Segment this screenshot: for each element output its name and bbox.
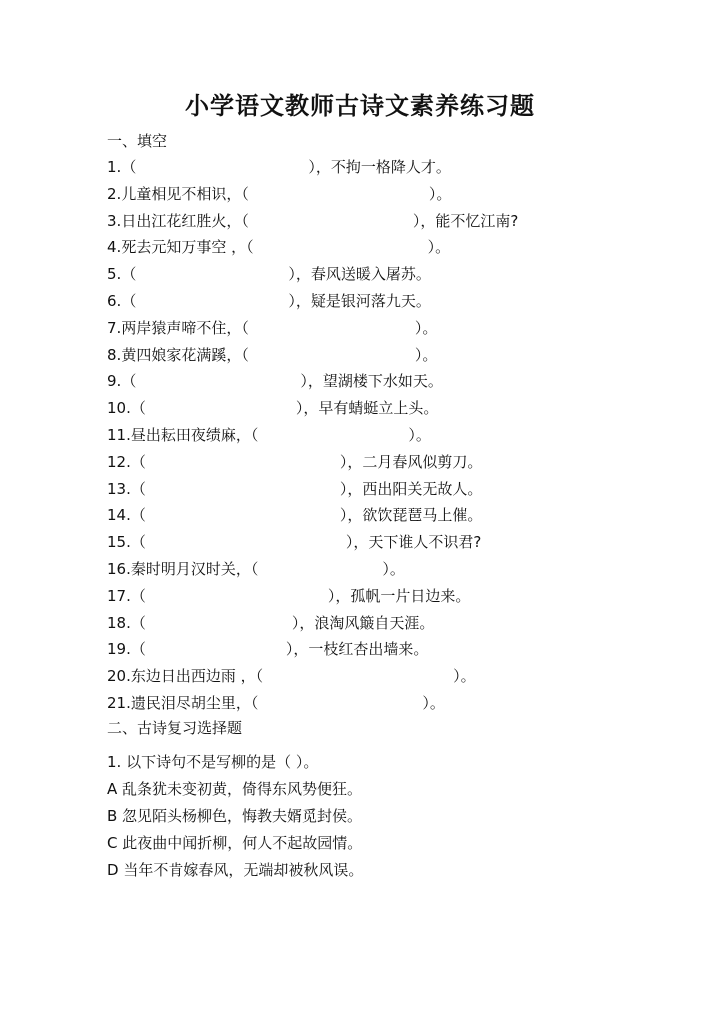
fill-item-prefix: （	[130, 587, 146, 605]
fill-item-prefix: 昼出耘田夜绩麻，（	[130, 426, 259, 444]
fill-item	[107, 479, 482, 499]
fill-item	[107, 237, 450, 257]
option-b: B 忽见陌头杨柳色，悔教夫婿觅封侯。	[107, 807, 363, 825]
fill-item-number: 1.	[107, 158, 122, 176]
fill-item-prefix: 日出江花红胜火，（	[121, 212, 249, 230]
fill-item-suffix: ），浪淘风簸自天涯。	[291, 614, 435, 632]
fill-item	[107, 532, 481, 552]
fill-item-suffix: ），孤帆一片日边来。	[327, 587, 471, 605]
fill-item-number: 2.	[107, 185, 122, 203]
fill-item-prefix: 儿童相见不相识，（	[121, 185, 249, 203]
fill-item-number: 20.	[107, 667, 131, 685]
fill-item-suffix: ）。	[422, 694, 445, 712]
fill-item-suffix: ），疑是银河落九天。	[288, 292, 431, 310]
fill-item-suffix: ），一枝红杏出墙来。	[285, 640, 429, 658]
fill-item-prefix: 死去元知万事空 ，（	[121, 238, 254, 256]
fill-item-prefix: （	[130, 533, 146, 551]
fill-item	[107, 398, 438, 418]
fill-item-number: 8.	[107, 346, 122, 364]
fill-item-number: 17.	[107, 587, 131, 605]
fill-item	[107, 586, 470, 606]
fill-item-number: 4.	[107, 238, 122, 256]
fill-item-number: 18.	[107, 614, 131, 632]
option-a: A 乱条犹未变初黄，倚得东风势便狂。	[107, 780, 363, 798]
choice-question: 1. 以下诗句不是写柳的是（ ）。	[107, 753, 319, 771]
fill-item-prefix: 遗民泪尽胡尘里，（	[130, 694, 259, 712]
fill-item-prefix: （	[121, 158, 137, 176]
fill-item-number: 3.	[107, 212, 122, 230]
fill-item-number: 7.	[107, 319, 122, 337]
fill-item	[107, 613, 434, 633]
fill-item-number: 5.	[107, 265, 122, 283]
fill-item-number: 14.	[107, 506, 131, 524]
fill-item-number: 12.	[107, 453, 131, 471]
fill-item	[107, 345, 437, 365]
fill-item-suffix: ）。	[408, 426, 431, 444]
fill-item-number: 16.	[107, 560, 131, 578]
option-c: C 此夜曲中闻折柳，何人不起故园情。	[107, 834, 363, 852]
fill-item	[107, 693, 445, 713]
fill-item-number: 6.	[107, 292, 122, 310]
section1-heading: 一、填空	[107, 132, 168, 150]
fill-item-suffix: ），天下谁人不识君?	[345, 533, 482, 551]
fill-item-suffix: ），欲饮琵琶马上催。	[339, 506, 483, 524]
fill-item	[107, 264, 431, 284]
fill-item-number: 15.	[107, 533, 131, 551]
fill-item-prefix: 秦时明月汉时关，（	[130, 560, 259, 578]
fill-item-number: 13.	[107, 480, 131, 498]
fill-item-suffix: ），能不忆江南?	[412, 212, 519, 230]
fill-item-prefix: （	[130, 506, 146, 524]
fill-item-suffix: ）。	[414, 319, 438, 337]
fill-item	[107, 291, 431, 311]
fill-item	[107, 505, 482, 525]
fill-item	[107, 666, 476, 686]
fill-item-suffix: ）。	[382, 560, 405, 578]
fill-item-suffix: ），不拘一格降人才。	[308, 158, 451, 176]
fill-item-suffix: ），春风送暖入屠苏。	[288, 265, 431, 283]
fill-item-number: 19.	[107, 640, 131, 658]
fill-item-suffix: ），西出阳关无故人。	[339, 480, 483, 498]
fill-item-suffix: ）。	[428, 185, 452, 203]
fill-item	[107, 371, 443, 391]
fill-item-prefix: 两岸猿声啼不住，（	[121, 319, 249, 337]
fill-item-prefix: 东边日出西边雨 ，（	[130, 667, 264, 685]
fill-item-suffix: ），二月春风似剪刀。	[339, 453, 483, 471]
fill-item-number: 10.	[107, 399, 131, 417]
fill-item	[107, 639, 428, 659]
fill-item-prefix: （	[130, 399, 146, 417]
fill-item-prefix: （	[121, 372, 137, 390]
fill-item	[107, 318, 437, 338]
fill-item-suffix: ），早有蜻蜓立上头。	[295, 399, 439, 417]
fill-item	[107, 452, 482, 472]
fill-item-prefix: 黄四娘家花满蹊，（	[121, 346, 249, 364]
fill-item	[107, 211, 518, 231]
fill-item-number: 9.	[107, 372, 122, 390]
fill-item-suffix: ）。	[427, 238, 451, 256]
fill-item-prefix: （	[121, 265, 137, 283]
fill-item-suffix: ）。	[414, 346, 438, 364]
option-d: D 当年不肯嫁春风，无端却被秋风误。	[107, 861, 364, 879]
fill-item-number: 21.	[107, 694, 131, 712]
fill-item-suffix: ）。	[453, 667, 476, 685]
fill-item	[107, 184, 451, 204]
fill-item	[107, 425, 431, 445]
fill-item-prefix: （	[121, 292, 137, 310]
fill-item-prefix: （	[130, 640, 146, 658]
fill-item-number: 11.	[107, 426, 131, 444]
fill-item-prefix: （	[130, 614, 146, 632]
fill-item-prefix: （	[130, 480, 146, 498]
page-title: 小学语文教师古诗文素养练习题	[185, 92, 535, 120]
fill-item	[107, 157, 451, 177]
section2-heading: 二、古诗复习选择题	[107, 719, 243, 737]
fill-item-prefix: （	[130, 453, 146, 471]
fill-item	[107, 559, 405, 579]
fill-item-suffix: ），望湖楼下水如天。	[300, 372, 443, 390]
